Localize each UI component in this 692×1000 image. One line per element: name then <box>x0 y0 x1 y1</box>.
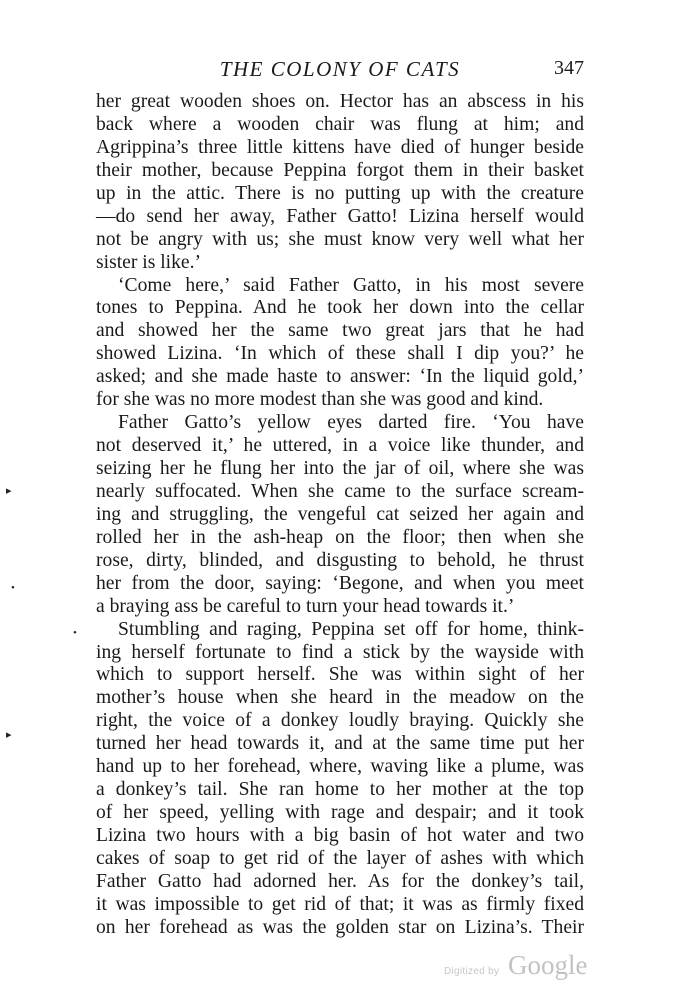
text-line: it was impossible to get rid of that; it was as firmly fixed <box>96 893 584 915</box>
digitized-watermark <box>444 950 594 986</box>
text-line: mother’s house when she heard in the meadow on the <box>96 687 584 709</box>
page-number: 347 <box>554 57 584 79</box>
text-line: Father Gatto had adorned her. As for the donkey’s tail, <box>96 870 584 892</box>
text-line: sister is like.’ <box>96 251 202 273</box>
text-line: on her forehead as was the golden star on Lizina’s. Their <box>96 916 584 938</box>
text-line: Stumbling and raging, Peppina set off for home, think- <box>118 618 584 640</box>
text-line: not deserved it,’ he uttered, in a voice like thunder, and <box>96 435 584 457</box>
text-line: their mother, because Peppina forgot them in their basket <box>96 159 584 181</box>
margin-dot-mark: • <box>73 627 77 639</box>
text-line: right, the voice of a donkey loudly braying. Quickly she <box>96 710 584 732</box>
text-line: rose, dirty, blinded, and disgusting to behold, he thrust <box>96 549 584 571</box>
text-line: not be angry with us; she must know very well what her <box>96 228 584 250</box>
text-line: Lizina two hours with a big basin of hot water and two <box>96 825 584 846</box>
text-line: turned her head towards it, and at the same time put her <box>96 733 584 755</box>
text-line: Father Gatto’s yellow eyes darted fire. ‘You have <box>118 412 584 434</box>
text-line: which to support herself. She was within sight of her <box>96 664 584 686</box>
text-line: rolled her in the ash-heap on the floor; then when she <box>96 526 584 548</box>
margin-arrow-mark: ▸ <box>6 729 12 741</box>
running-head <box>96 57 584 85</box>
text-line: ‘Come here,’ said Father Gatto, in his most severe <box>118 274 584 296</box>
body-text <box>96 91 584 940</box>
text-line: a donkey’s tail. She ran home to her mother at the top <box>96 779 584 801</box>
text-line: hand up to her forehead, where, waving like a plume, was <box>96 756 584 778</box>
text-line: and showed her the same two great jars that he had <box>96 320 584 342</box>
text-line: her great wooden shoes on. Hector has an abscess in his <box>96 91 584 112</box>
text-line: up in the attic. There is no putting up with the creature <box>96 182 584 204</box>
running-title: THE COLONY OF CATS <box>219 57 461 81</box>
text-line: asked; and she made haste to answer: ‘In the liquid gold,’ <box>96 366 584 388</box>
text-line: tones to Peppina. And he took her down into the cellar <box>96 297 584 319</box>
margin-dot-mark: • <box>11 582 15 594</box>
text-line: —do send her away, Father Gatto! Lizina herself would <box>96 205 584 227</box>
margin-arrow-mark: ▸ <box>6 485 12 497</box>
text-line: Agrippina’s three little kittens have died of hunger beside <box>96 136 584 158</box>
text-line: for she was no more modest than she was good and kind. <box>96 389 544 411</box>
text-line: ing and struggling, the vengeful cat seized her again and <box>96 503 584 525</box>
text-line: back where a wooden chair was flung at him; and <box>96 113 584 135</box>
watermark-logo-text: Google <box>508 950 588 980</box>
text-line: ing herself fortunate to find a stick by the wayside with <box>96 641 584 663</box>
text-line: nearly suffocated. When she came to the surface scream- <box>96 480 584 502</box>
text-line: cakes of soap to get rid of the layer of ashes with which <box>96 847 584 869</box>
text-line: seizing her he flung her into the jar of oil, where she was <box>96 458 584 479</box>
watermark-small-text: Digitized by <box>444 966 500 977</box>
text-line: showed Lizina. ‘In which of these shall I dip you?’ he <box>96 343 584 365</box>
text-line: a braying ass be careful to turn your head towards it.’ <box>96 595 515 617</box>
text-line: of her speed, yelling with rage and despair; and it took <box>96 802 584 824</box>
text-line: her from the door, saying: ‘Begone, and when you meet <box>96 572 584 594</box>
